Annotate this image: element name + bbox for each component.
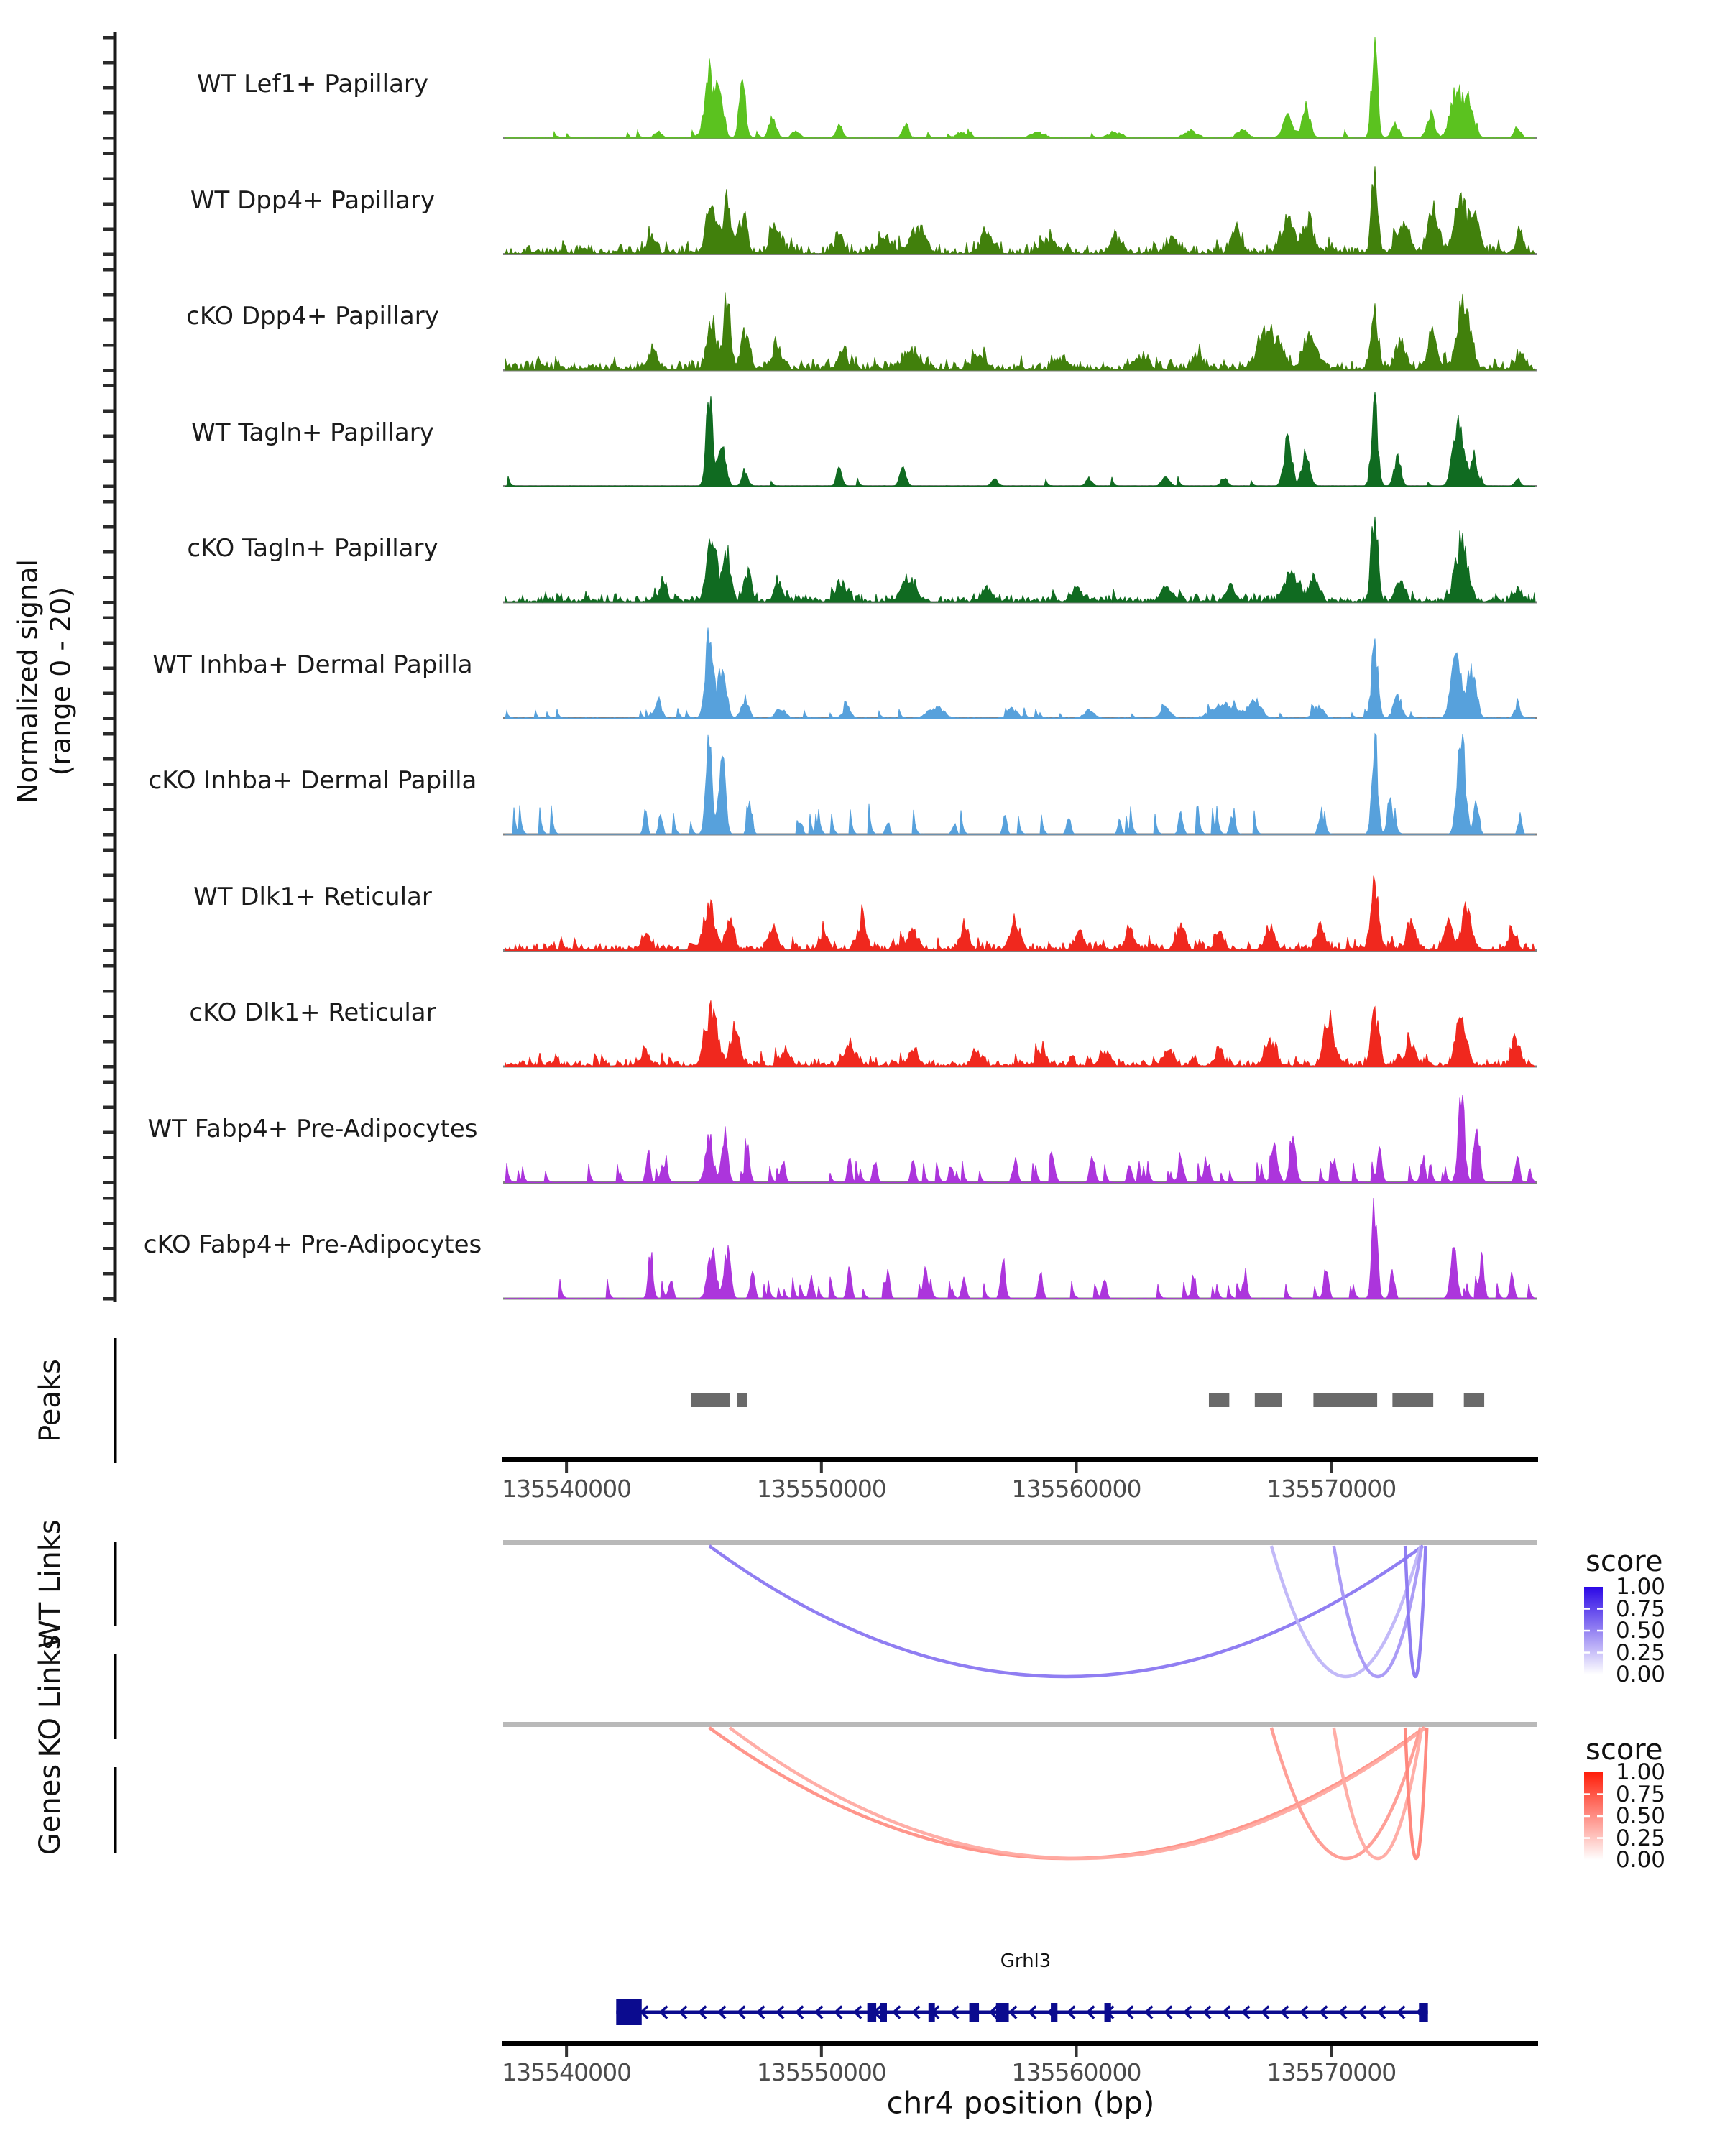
gradient-tick <box>1584 1837 1590 1839</box>
y-axis-tick <box>103 1015 114 1018</box>
axis-tick-label: 135540000 <box>502 2058 632 2086</box>
genomic-axis-tick <box>1330 1462 1333 1473</box>
genomic-axis-tick <box>1075 1462 1078 1473</box>
y-axis-tick <box>103 732 114 736</box>
gene-name-label: Grhl3 <box>1000 1950 1052 1972</box>
y-axis-tick <box>103 576 114 579</box>
y-axis-tick <box>103 435 114 438</box>
axis-tick-label: 135550000 <box>756 2058 886 2086</box>
legend-value-label: 0.50 <box>1616 1803 1666 1829</box>
y-axis-line <box>114 32 117 1302</box>
legend-value-label: 0.00 <box>1616 1662 1666 1687</box>
gradient-tick <box>1597 1837 1603 1839</box>
wt-link-panel-line <box>503 1540 1537 1545</box>
y-axis-tick <box>103 1272 114 1276</box>
y-axis-tick <box>103 460 114 464</box>
y-axis-tick <box>103 111 114 115</box>
signal-track-3 <box>505 392 1535 487</box>
ko-links-bracket <box>114 1654 117 1739</box>
genomic-axis-line <box>502 1457 1538 1462</box>
y-axis-tick <box>103 667 114 671</box>
y-axis-tick <box>103 228 114 231</box>
peak-interval <box>691 1393 730 1407</box>
gene-exon <box>868 2003 876 2022</box>
gene-exon <box>1419 2003 1427 2022</box>
peak-interval <box>1464 1393 1484 1407</box>
y-axis-tick <box>103 990 114 993</box>
y-axis-tick <box>103 1131 114 1135</box>
y-axis-tick <box>103 203 114 206</box>
track-label: WT Inhba+ Dermal Papilla <box>152 650 473 679</box>
gradient-tick <box>1584 1651 1590 1654</box>
y-axis-tick <box>103 601 114 604</box>
signal-track-2 <box>505 293 1535 371</box>
track-label: cKO Dpp4+ Papillary <box>186 302 439 331</box>
y-axis-tick <box>103 152 114 156</box>
gene-exon <box>996 2003 1009 2022</box>
gradient-tick <box>1584 1630 1590 1632</box>
signal-track-4 <box>505 517 1535 602</box>
signal-track-10 <box>505 1198 1535 1299</box>
y-axis-tick <box>103 717 114 721</box>
y-axis-tick <box>103 924 114 928</box>
y-axis-tick <box>103 525 114 529</box>
y-axis-tick <box>103 617 114 620</box>
wt-score-legend-title: score <box>1586 1545 1663 1578</box>
wt-links-bracket <box>114 1542 117 1626</box>
y-axis-tick <box>103 61 114 65</box>
signal-track-8 <box>505 1000 1535 1067</box>
genomic-axis-tick <box>1330 2046 1333 2057</box>
y-axis-tick <box>103 692 114 696</box>
y-axis-tick <box>103 949 114 953</box>
y-axis-title <box>12 559 77 803</box>
y-axis-tick <box>103 874 114 877</box>
gradient-tick <box>1584 1815 1590 1818</box>
axis-tick-label: 135560000 <box>1011 1475 1141 1503</box>
genomic-axis-tick <box>565 2046 568 2057</box>
y-axis-tick <box>103 1156 114 1160</box>
gradient-tick <box>1584 1608 1590 1610</box>
peak-interval <box>1313 1393 1377 1407</box>
y-axis-tick <box>103 268 114 272</box>
peak-interval <box>1209 1393 1229 1407</box>
gradient-tick <box>1597 1608 1603 1610</box>
track-label: WT Fabp4+ Pre-Adipocytes <box>147 1114 478 1143</box>
track-label: WT Lef1+ Papillary <box>196 70 429 98</box>
axis-tick-label: 135550000 <box>756 1475 886 1503</box>
y-axis-tick <box>103 318 114 322</box>
gradient-tick <box>1597 1651 1603 1654</box>
legend-value-label: 1.00 <box>1616 1759 1666 1785</box>
y-axis-tick <box>103 1081 114 1084</box>
signal-track-5 <box>505 628 1535 719</box>
legend-value-label: 0.25 <box>1616 1825 1666 1851</box>
y-axis-tick <box>103 1065 114 1069</box>
legend-value-label: 0.50 <box>1616 1618 1666 1644</box>
gene-exon <box>880 2003 887 2022</box>
y-axis-tick <box>103 964 114 968</box>
axis-tick-label: 135570000 <box>1266 2058 1397 2086</box>
x-axis-title: chr4 position (bp) <box>886 2085 1155 2121</box>
track-label: WT Tagln+ Papillary <box>191 418 434 447</box>
y-axis-tick <box>103 369 114 372</box>
y-axis-tick <box>103 642 114 645</box>
y-axis-tick <box>103 137 114 140</box>
y-axis-tick <box>103 410 114 413</box>
gradient-tick <box>1584 1793 1590 1795</box>
y-axis-tick <box>103 86 114 90</box>
legend-value-label: 0.25 <box>1616 1639 1666 1666</box>
signal-track-0 <box>505 37 1535 138</box>
genomic-axis-tick <box>565 1462 568 1473</box>
track-label: WT Dlk1+ Reticular <box>193 882 432 911</box>
y-axis-tick <box>103 384 114 388</box>
legend-value-label: 0.75 <box>1616 1595 1666 1622</box>
ko-link-arc <box>730 1728 1425 1858</box>
y-axis-tick <box>103 1040 114 1044</box>
track-label: cKO Tagln+ Papillary <box>187 534 438 563</box>
ko-links-section-label: KO Links <box>34 1634 67 1758</box>
gradient-tick <box>1597 1793 1603 1795</box>
y-axis-tick <box>103 178 114 181</box>
genomic-axis-tick <box>820 2046 823 2057</box>
y-axis-tick <box>103 899 114 903</box>
y-axis-title-line2: (range 0 - 20) <box>45 586 76 776</box>
genes-section-label: Genes <box>34 1764 67 1856</box>
track-label: cKO Inhba+ Dermal Papilla <box>148 766 477 795</box>
y-axis-tick <box>103 849 114 852</box>
y-axis-tick <box>103 1222 114 1225</box>
axis-tick-label: 135540000 <box>502 1475 632 1503</box>
gene-exon <box>970 2003 979 2022</box>
y-axis-tick <box>103 485 114 489</box>
y-axis-tick <box>103 293 114 297</box>
signal-track-9 <box>505 1095 1535 1183</box>
legend-value-label: 1.00 <box>1616 1574 1666 1600</box>
track-label: cKO Fabp4+ Pre-Adipocytes <box>143 1230 482 1259</box>
track-label: cKO Dlk1+ Reticular <box>189 998 436 1027</box>
gene-exon <box>929 2003 935 2022</box>
signal-track-1 <box>505 166 1535 254</box>
genes-bracket <box>114 1767 117 1853</box>
peaks-section-label: Peaks <box>34 1359 67 1442</box>
genomic-axis-tick <box>820 1462 823 1473</box>
track-label: WT Dpp4+ Papillary <box>190 185 436 215</box>
y-axis-tick <box>103 500 114 504</box>
ko-link-panel-line <box>503 1722 1537 1727</box>
axis-tick-label: 135560000 <box>1011 2058 1141 2086</box>
y-axis-tick <box>103 757 114 761</box>
genomic-axis-line <box>502 2041 1538 2046</box>
axis-tick-label: 135570000 <box>1266 1475 1397 1503</box>
peak-interval <box>737 1393 748 1407</box>
y-axis-tick <box>103 1106 114 1110</box>
gene-exon <box>1105 2003 1111 2022</box>
y-axis-tick <box>103 1197 114 1200</box>
y-axis-tick <box>103 550 114 554</box>
gradient-tick <box>1597 1815 1603 1818</box>
gene-exon <box>1051 2003 1057 2022</box>
legend-value-label: 0.00 <box>1616 1847 1666 1873</box>
gradient-tick <box>1597 1630 1603 1632</box>
y-axis-tick <box>103 808 114 811</box>
y-axis-tick <box>103 344 114 347</box>
peak-interval <box>1255 1393 1282 1407</box>
signal-track-7 <box>505 876 1535 951</box>
y-axis-tick <box>103 253 114 257</box>
signal-track-6 <box>505 734 1535 834</box>
wt-links-section-label: WT Links <box>34 1519 67 1649</box>
y-axis-tick <box>103 1247 114 1250</box>
legend-value-label: 0.75 <box>1616 1781 1666 1807</box>
gene-exon <box>616 1999 641 2025</box>
y-axis-tick <box>103 1181 114 1185</box>
peak-interval <box>1392 1393 1433 1407</box>
y-axis-tick <box>103 36 114 40</box>
ko-score-legend-title: score <box>1586 1733 1663 1766</box>
y-axis-title-line1: Normalized signal <box>12 559 44 803</box>
genomic-axis-tick <box>1075 2046 1078 2057</box>
y-axis-tick <box>103 833 114 837</box>
y-axis-tick <box>103 1297 114 1301</box>
y-axis-tick <box>103 783 114 786</box>
peaks-bracket <box>114 1338 117 1463</box>
